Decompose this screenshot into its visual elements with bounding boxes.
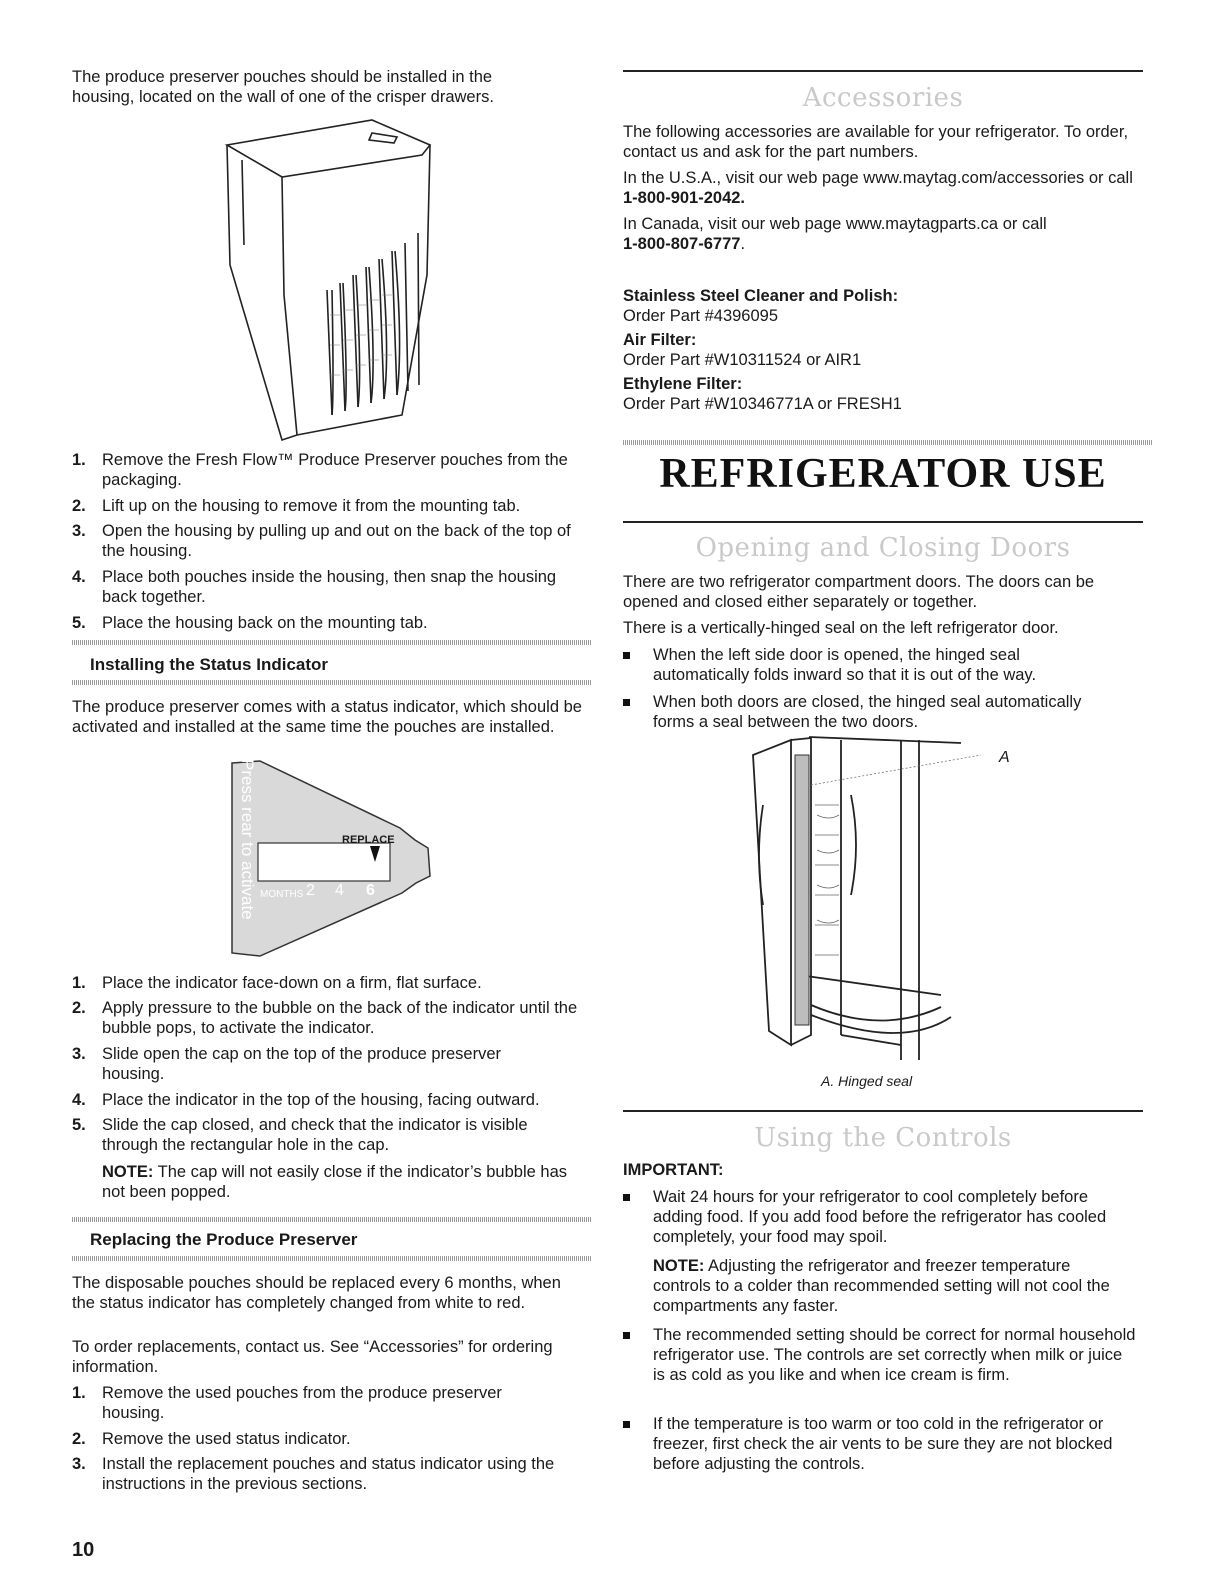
figure-label-a: A xyxy=(999,749,1010,766)
accessories-canada: In Canada, visit our web page www.maytagparts.ca or call 1-800-807-6777. xyxy=(623,215,1047,253)
page-number: 10 xyxy=(72,1539,95,1561)
accessories-us: In the U.S.A., visit our web page www.maytag.com/accessories or call 1-800-901-2042. xyxy=(623,169,1133,207)
section-rule xyxy=(623,70,1143,72)
replace-label: REPLACE xyxy=(342,834,395,846)
status-intro-paragraph: The produce preserver comes with a status indicator, which should be activated and installed at the same time the pouches are installed. xyxy=(72,698,582,736)
accessories-paragraph: The following accessories are available for your refrigerator. To order, contact us and ask for the part numbers. xyxy=(623,123,1129,161)
section-divider xyxy=(72,680,592,685)
controls-title: Using the Controls xyxy=(754,1123,1012,1153)
controls-note: NOTE: Adjusting the refrigerator and freezer temperature controls to a colder than recommended setting will not cool the compartments any faster. xyxy=(653,1257,1110,1315)
month-tick: 2 xyxy=(306,882,315,899)
status-indicator-illustration xyxy=(230,758,505,958)
section-rule xyxy=(623,521,1143,523)
bullet-icon xyxy=(623,1332,630,1339)
month-tick: 6 xyxy=(366,882,375,899)
months-label: MONTHS xyxy=(260,889,304,900)
intro-paragraph: The produce preserver pouches should be installed in the housing, located on the wall of one of the crisper drawers. xyxy=(72,68,494,106)
important-label: IMPORTANT: xyxy=(623,1161,724,1179)
accessories-title: Accessories xyxy=(802,83,964,113)
refrigerator-doors-illustration xyxy=(751,735,1021,1065)
doors-paragraph-1: There are two refrigerator compartment doors. The doors can be opened and closed either separately or together. xyxy=(623,573,1095,611)
status-indicator-heading: Installing the Status Indicator xyxy=(90,655,329,674)
bullet-icon xyxy=(623,652,630,659)
part-item: Stainless Steel Cleaner and Polish: Order Part #4396095 xyxy=(623,287,899,325)
figure-caption: A. Hinged seal xyxy=(821,1073,913,1089)
section-divider xyxy=(72,1256,592,1261)
month-tick: 4 xyxy=(335,882,344,899)
doors-paragraph-2: There is a vertically-hinged seal on the left refrigerator door. xyxy=(623,619,1059,637)
bullet-icon xyxy=(623,1421,630,1428)
section-divider xyxy=(623,440,1153,445)
bullet-icon xyxy=(623,699,630,706)
status-note: NOTE: The cap will not easily close if the indicator’s bubble has not been popped. xyxy=(102,1163,567,1201)
page-title: REFRIGERATOR USE xyxy=(659,451,1107,497)
replace-paragraph-2: To order replacements, contact us. See “Accessories” for ordering information. xyxy=(72,1338,553,1376)
replace-preserver-heading: Replacing the Produce Preserver xyxy=(90,1230,358,1249)
doors-title: Opening and Closing Doors xyxy=(695,533,1071,563)
bullet-icon xyxy=(623,1194,630,1201)
section-divider xyxy=(72,1217,592,1222)
press-rear-label: Press rear to activate xyxy=(238,759,257,920)
replace-paragraph-1: The disposable pouches should be replaced every 6 months, when the status indicator has completely changed from white to red. xyxy=(72,1274,561,1312)
section-divider xyxy=(72,640,592,645)
section-rule xyxy=(623,1110,1143,1112)
part-item: Air Filter: Order Part #W10311524 or AIR1 xyxy=(623,331,862,369)
produce-preserver-housing-illustration xyxy=(222,115,522,450)
part-item: Ethylene Filter: Order Part #W10346771A or FRESH1 xyxy=(623,375,902,413)
